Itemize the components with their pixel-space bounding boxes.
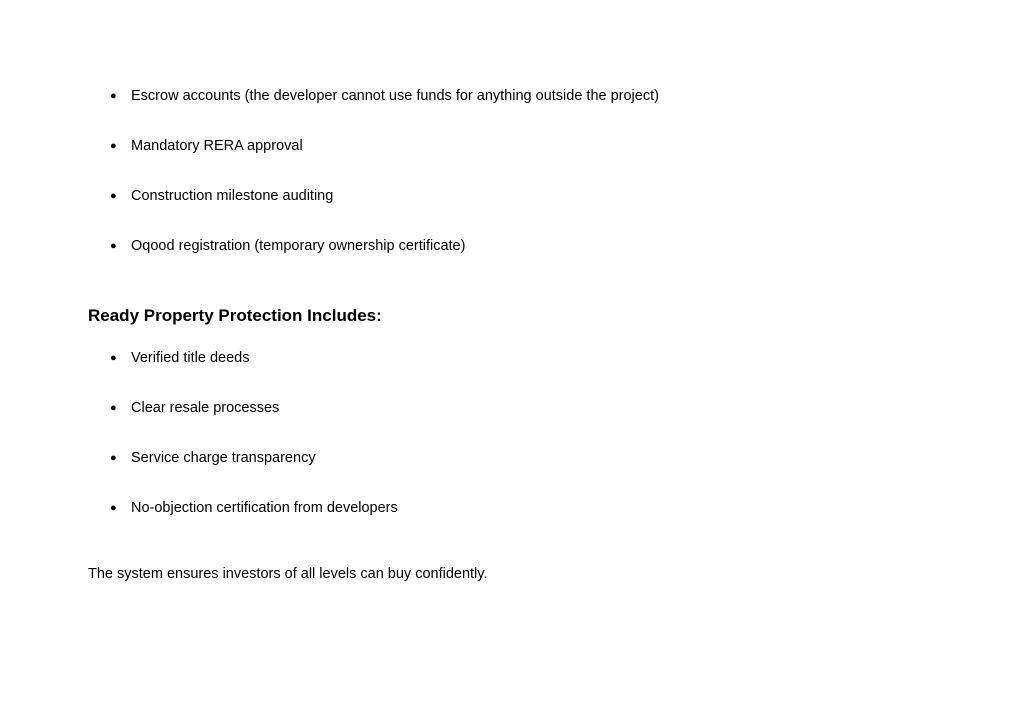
bullet-icon: ● xyxy=(110,402,117,414)
bullet-icon: ● xyxy=(110,190,117,202)
list-item-text: Clear resale processes xyxy=(131,400,280,416)
bullet-icon: ● xyxy=(110,452,117,464)
list-item-text: Oqood registration (temporary ownership certificate) xyxy=(131,238,466,254)
list-item-text: Verified title deeds xyxy=(131,350,250,366)
bullet-icon: ● xyxy=(110,90,117,102)
list-item-text: Service charge transparency xyxy=(131,450,316,466)
section-heading: Ready Property Protection Includes: xyxy=(88,306,382,325)
bullet-icon: ● xyxy=(110,352,117,364)
bullet-icon: ● xyxy=(110,240,117,252)
list-item-text: Escrow accounts (the developer cannot use funds for anything outside the project) xyxy=(131,88,659,104)
bullet-icon: ● xyxy=(110,502,117,514)
bullet-icon: ● xyxy=(110,140,117,152)
closing-paragraph: The system ensures investors of all levels can buy confidently. xyxy=(88,566,488,582)
list-item-text: Mandatory RERA approval xyxy=(131,138,303,154)
list-item-text: Construction milestone auditing xyxy=(131,188,334,204)
list-item-text: No-objection certification from developers xyxy=(131,500,398,516)
